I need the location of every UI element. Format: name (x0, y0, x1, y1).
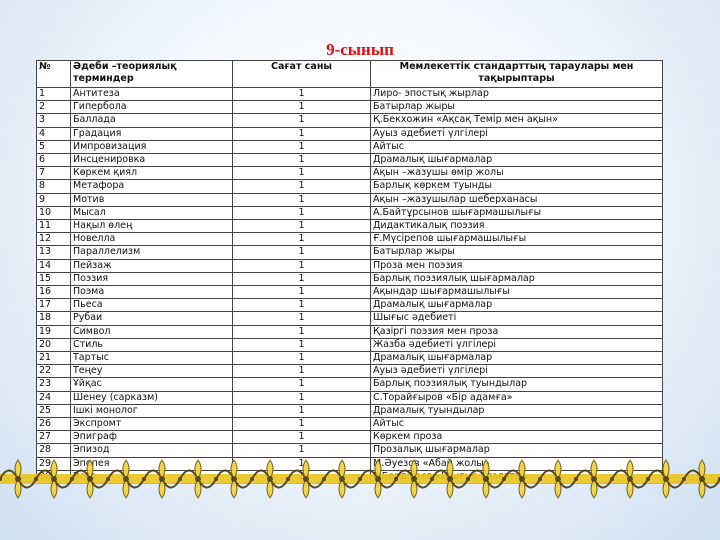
row-number: 15 (37, 272, 71, 285)
row-number: 23 (37, 378, 71, 391)
row-hours: 1 (233, 233, 371, 246)
table-row (37, 246, 663, 259)
row-hours: 1 (233, 154, 371, 167)
row-term: Мотив (71, 193, 233, 206)
row-hours: 1 (233, 312, 371, 325)
table-row (37, 338, 663, 351)
table-row (37, 404, 663, 417)
row-hours: 1 (233, 286, 371, 299)
row-topic: Драмалық туындылар (371, 404, 663, 417)
row-number: 14 (37, 259, 71, 272)
row-topic: Ақын –жазушылар шеберханасы (371, 193, 663, 206)
row-topic: Ғ.Мүсірепов шығармашылығы (371, 233, 663, 246)
header-number: № (37, 61, 71, 88)
row-number: 8 (37, 180, 71, 193)
table-row (37, 88, 663, 101)
table-row (37, 325, 663, 338)
row-number: 28 (37, 444, 71, 457)
row-topic: Проза мен поэзия (371, 259, 663, 272)
row-hours: 1 (233, 206, 371, 219)
row-topic: Дидактикалық поэзия (371, 220, 663, 233)
row-term: Шенеу (сарказм) (71, 391, 233, 404)
row-hours: 1 (233, 352, 371, 365)
row-term: Поэзия (71, 272, 233, 285)
table-row (37, 180, 663, 193)
table-row (37, 140, 663, 153)
row-hours: 1 (233, 325, 371, 338)
row-hours: 1 (233, 365, 371, 378)
row-hours: 1 (233, 391, 371, 404)
row-topic: Шығыс әдебиеті (371, 312, 663, 325)
row-hours: 1 (233, 246, 371, 259)
row-hours: 1 (233, 299, 371, 312)
row-number: 7 (37, 167, 71, 180)
row-number: 3 (37, 114, 71, 127)
row-term: Ұйқас (71, 378, 233, 391)
row-topic: Барлық көркем туынды (371, 180, 663, 193)
header-hours: Сағат саны (233, 61, 371, 88)
row-topic: Жазба әдебиеті үлгілері (371, 338, 663, 351)
row-number: 18 (37, 312, 71, 325)
table-row (37, 312, 663, 325)
row-number: 25 (37, 404, 71, 417)
table-header-row (37, 61, 663, 88)
row-topic: Ауыз әдебиеті үлгілері (371, 365, 663, 378)
decorative-ornament-border (0, 458, 720, 500)
row-term: Көркем қиял (71, 167, 233, 180)
row-term: Новелла (71, 233, 233, 246)
row-hours: 1 (233, 220, 371, 233)
table-row (37, 352, 663, 365)
table-row (37, 233, 663, 246)
table-row (37, 101, 663, 114)
row-topic: Айтыс (371, 140, 663, 153)
row-topic: Прозалық шығармалар (371, 444, 663, 457)
row-term: Метафора (71, 180, 233, 193)
table-row (37, 391, 663, 404)
row-term: Тартыс (71, 352, 233, 365)
row-term: Рубаи (71, 312, 233, 325)
table-row (37, 193, 663, 206)
row-topic: Барлық поэзиялық шығармалар (371, 272, 663, 285)
row-number: 26 (37, 418, 71, 431)
row-hours: 1 (233, 140, 371, 153)
table-row (37, 167, 663, 180)
row-topic: Лиро- эпостық жырлар (371, 88, 663, 101)
table-row (37, 444, 663, 457)
row-topic: Қазіргі поэзия мен проза (371, 325, 663, 338)
row-topic: Драмалық шығармалар (371, 352, 663, 365)
terms-table (36, 60, 663, 484)
row-hours: 1 (233, 88, 371, 101)
row-term: Нақыл өлең (71, 220, 233, 233)
table-row (37, 114, 663, 127)
row-number: 5 (37, 140, 71, 153)
row-topic: С.Торайғыров «Бір адамға» (371, 391, 663, 404)
row-hours: 1 (233, 338, 371, 351)
row-number: 13 (37, 246, 71, 259)
row-hours: 1 (233, 167, 371, 180)
row-number: 27 (37, 431, 71, 444)
row-term: Антитеза (71, 88, 233, 101)
row-hours: 1 (233, 259, 371, 272)
table-row (37, 127, 663, 140)
row-hours: 1 (233, 180, 371, 193)
row-topic: Қ.Бекхожин «Ақсақ Темір мен ақын» (371, 114, 663, 127)
table-row (37, 365, 663, 378)
table-row (37, 286, 663, 299)
row-term: Пьеса (71, 299, 233, 312)
row-term: Импровизация (71, 140, 233, 153)
row-topic: Батырлар жыры (371, 101, 663, 114)
row-term: Параллелизм (71, 246, 233, 259)
row-term: Пейзаж (71, 259, 233, 272)
row-term: Градация (71, 127, 233, 140)
row-topic: Батырлар жыры (371, 246, 663, 259)
row-term: Гипербола (71, 101, 233, 114)
row-topic: Барлық поэзиялық туындылар (371, 378, 663, 391)
row-topic: Айтыс (371, 418, 663, 431)
table-row (37, 431, 663, 444)
row-term: Поэма (71, 286, 233, 299)
row-number: 4 (37, 127, 71, 140)
row-topic: Ауыз әдебиеті үлгілері (371, 127, 663, 140)
row-number: 10 (37, 206, 71, 219)
row-term: Экспромт (71, 418, 233, 431)
row-number: 12 (37, 233, 71, 246)
row-topic: Драмалық шығармалар (371, 299, 663, 312)
row-hours: 1 (233, 193, 371, 206)
row-term: Ішкі монолог (71, 404, 233, 417)
row-number: 6 (37, 154, 71, 167)
row-topic: Ақын –жазушы өмір жолы (371, 167, 663, 180)
row-term: Стиль (71, 338, 233, 351)
row-term: Инсценировка (71, 154, 233, 167)
row-hours: 1 (233, 378, 371, 391)
row-number: 17 (37, 299, 71, 312)
row-term: Мысал (71, 206, 233, 219)
row-number: 24 (37, 391, 71, 404)
row-hours: 1 (233, 418, 371, 431)
table-row (37, 299, 663, 312)
table-row (37, 154, 663, 167)
table-row (37, 378, 663, 391)
row-number: 22 (37, 365, 71, 378)
header-term: Әдеби –теориялық терминдер (71, 61, 233, 88)
row-number: 20 (37, 338, 71, 351)
row-number: 16 (37, 286, 71, 299)
row-topic: Драмалық шығармалар (371, 154, 663, 167)
row-hours: 1 (233, 272, 371, 285)
row-topic: Ақындар шығармашылығы (371, 286, 663, 299)
row-hours: 1 (233, 127, 371, 140)
row-topic: Көркем проза (371, 431, 663, 444)
row-hours: 1 (233, 404, 371, 417)
table-row (37, 418, 663, 431)
row-hours: 1 (233, 114, 371, 127)
row-number: 1 (37, 88, 71, 101)
row-hours: 1 (233, 101, 371, 114)
row-number: 2 (37, 101, 71, 114)
row-term: Баллада (71, 114, 233, 127)
header-topic: Мемлекеттік стандарттың тараулары мен тақырыптары (371, 61, 663, 88)
row-number: 21 (37, 352, 71, 365)
row-term: Символ (71, 325, 233, 338)
row-topic: А.Байтұрсынов шығармашылығы (371, 206, 663, 219)
row-number: 9 (37, 193, 71, 206)
row-term: Эпиграф (71, 431, 233, 444)
row-hours: 1 (233, 431, 371, 444)
row-number: 11 (37, 220, 71, 233)
row-number: 19 (37, 325, 71, 338)
table-row (37, 220, 663, 233)
table-row (37, 259, 663, 272)
page-title: 9-сынып (326, 40, 394, 59)
table-row (37, 272, 663, 285)
row-term: Теңеу (71, 365, 233, 378)
row-hours: 1 (233, 444, 371, 457)
table-row (37, 206, 663, 219)
row-term: Эпизод (71, 444, 233, 457)
